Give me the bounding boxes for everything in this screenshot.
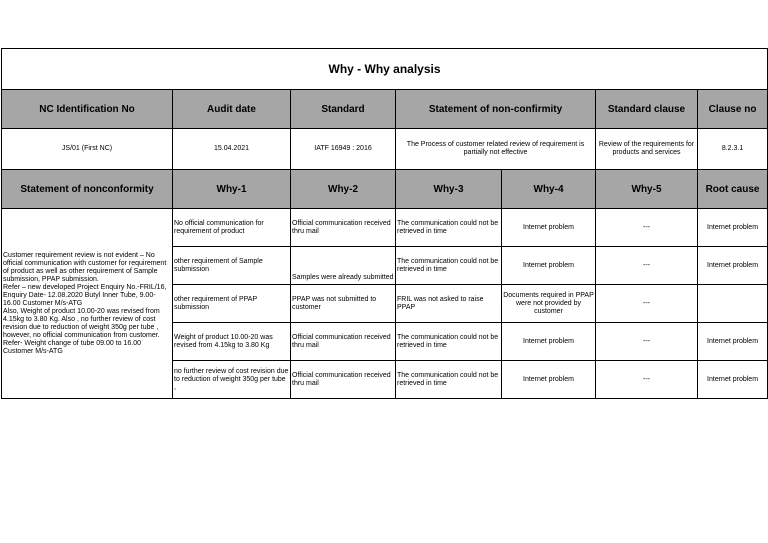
- why1-cell: Weight of product 10.00-20 was revised from 4.15kg to 3.80 Kg: [173, 323, 291, 361]
- header-root-cause: Root cause: [698, 170, 768, 209]
- why4-cell: Documents required in PPAP were not provided by customer: [502, 285, 596, 323]
- header-why4: Why-4: [502, 170, 596, 209]
- why3-cell: The communication could not be retrieved in time: [396, 323, 502, 361]
- why4-cell: Internet problem: [502, 323, 596, 361]
- standard-cell: IATF 16949 : 2016: [291, 129, 396, 170]
- why5-cell: ---: [596, 247, 698, 285]
- header-audit-date: Audit date: [173, 90, 291, 129]
- why5-cell: ---: [596, 323, 698, 361]
- header-why5: Why-5: [596, 170, 698, 209]
- root-cause-cell: Internet problem: [698, 209, 768, 247]
- clause-no-cell: 8.2.3.1: [698, 129, 768, 170]
- root-cause-cell: Internet problem: [698, 323, 768, 361]
- header-why2: Why-2: [291, 170, 396, 209]
- nonconformity-statement: Customer requirement review is not evident – No official communication with customer for requirement of product as well as other requirement of Sample submission, PPAP submission. Refer – new developed Project Enquiry No.-FRIL/16, Enquiry Date- 12.08.2020 Butyl Inner Tube, 9.00-16.00 Customer M/s-ATG Also, Weight of product 10.00-20 was revised from 4.15kg to 3.80 Kg. Also , no further review of cost revision due to reduction of weight 350g per tube , however, no official communication from customer. Refer- Weight change of tube 09.00 to 16.00 Customer M/s-ATG: [2, 209, 173, 399]
- why4-cell: Internet problem: [502, 361, 596, 399]
- why4-cell: Internet problem: [502, 209, 596, 247]
- audit-date-cell: 15.04.2021: [173, 129, 291, 170]
- header-clause-no: Clause no: [698, 90, 768, 129]
- header-statement: Statement of non-confirmity: [396, 90, 596, 129]
- header-nc-id: NC Identification No: [2, 90, 173, 129]
- why3-cell: FRIL was not asked to raise PPAP: [396, 285, 502, 323]
- why2-cell: PPAP was not submitted to customer: [291, 285, 396, 323]
- root-cause-cell: Internet problem: [698, 247, 768, 285]
- clause-cell: Review of the requirements for products and services: [596, 129, 698, 170]
- page-title: Why - Why analysis: [2, 49, 768, 90]
- why1-cell: No official communication for requirement of product: [173, 209, 291, 247]
- why5-cell: ---: [596, 285, 698, 323]
- why1-cell: other requirement of Sample submission: [173, 247, 291, 285]
- why2-cell: Samples were already submitted: [291, 247, 396, 285]
- why2-cell: Official communication received thru mail: [291, 361, 396, 399]
- why1-cell: other requirement of PPAP submission: [173, 285, 291, 323]
- why3-cell: The communication could not be retrieved in time: [396, 247, 502, 285]
- header-statement-nc: Statement of nonconformity: [2, 170, 173, 209]
- why5-cell: ---: [596, 209, 698, 247]
- why3-cell: The communication could not be retrieved in time: [396, 209, 502, 247]
- header-why3: Why-3: [396, 170, 502, 209]
- why2-cell: Official communication received thru mail: [291, 209, 396, 247]
- header-standard: Standard: [291, 90, 396, 129]
- root-cause-cell: Internet problem: [698, 361, 768, 399]
- why5-cell: ---: [596, 361, 698, 399]
- why-why-table: [1, 48, 768, 399]
- table-row: [2, 209, 768, 247]
- why4-cell: Internet problem: [502, 247, 596, 285]
- why1-cell: no further review of cost revision due to reduction of weight 350g per tube ,: [173, 361, 291, 399]
- header-why1: Why-1: [173, 170, 291, 209]
- why3-cell: The communication could not be retrieved in time: [396, 361, 502, 399]
- root-cause-cell: [698, 285, 768, 323]
- header-standard-clause: Standard clause: [596, 90, 698, 129]
- nc-id-cell: JS/01 (First NC): [2, 129, 173, 170]
- why2-cell: Official communication received thru mail: [291, 323, 396, 361]
- statement-cell: The Process of customer related review of requirement is partially not effective: [396, 129, 596, 170]
